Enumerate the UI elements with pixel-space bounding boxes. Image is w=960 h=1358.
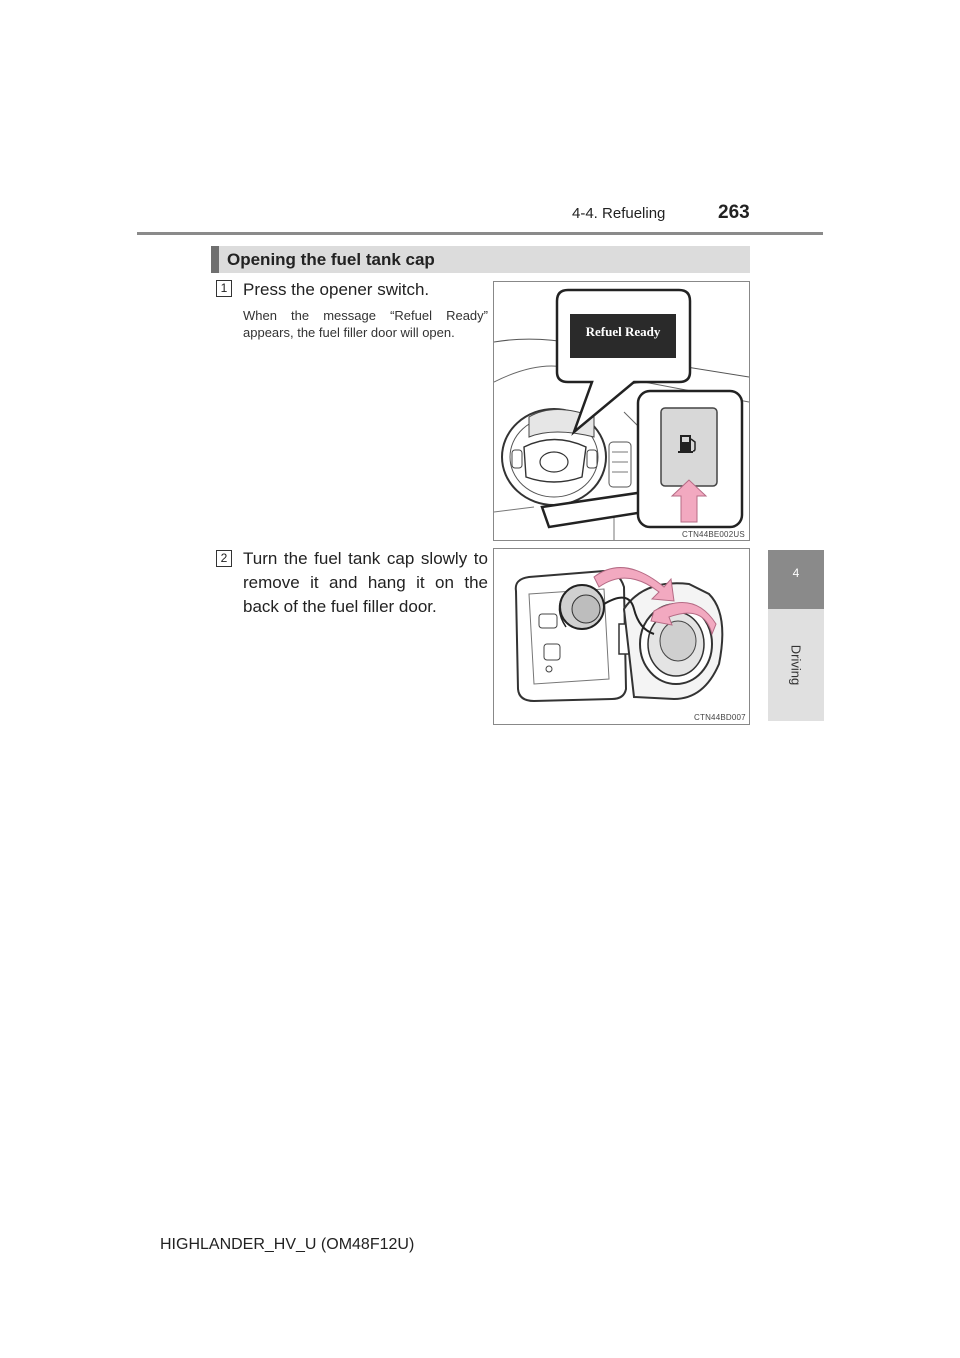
refuel-ready-message: Refuel Ready: [585, 324, 661, 339]
header-rule: [137, 232, 823, 235]
section-heading-bar: [211, 246, 750, 273]
figure-code-1: CTN44BE002US: [682, 530, 745, 539]
step-number-1: 1: [216, 280, 232, 297]
fuel-cap-illustration: [494, 549, 749, 724]
chapter-label: Driving: [788, 644, 804, 686]
header-section-title: 4-4. Refueling: [572, 205, 666, 222]
figure-fuel-cap: [493, 548, 750, 725]
page-number: 263: [718, 202, 750, 223]
chapter-number: 4: [792, 566, 800, 580]
step-number-2: 2: [216, 550, 232, 567]
step-1-note: When the message “Refuel Ready” appears, the fuel filler door will open.: [243, 308, 488, 340]
section-title: Opening the fuel tank cap: [227, 250, 435, 269]
step-1-text: Press the opener switch.: [243, 280, 430, 299]
dashboard-illustration: [494, 282, 749, 540]
figure-opener-switch: [493, 281, 750, 541]
figure-code-2: CTN44BD007: [694, 713, 746, 722]
footer-model: HIGHLANDER_HV_U (OM48F12U): [160, 1236, 415, 1253]
step-2-text: Turn the fuel tank cap slowly to remove it and hang it on the back of the fuel filler door.: [243, 549, 488, 616]
